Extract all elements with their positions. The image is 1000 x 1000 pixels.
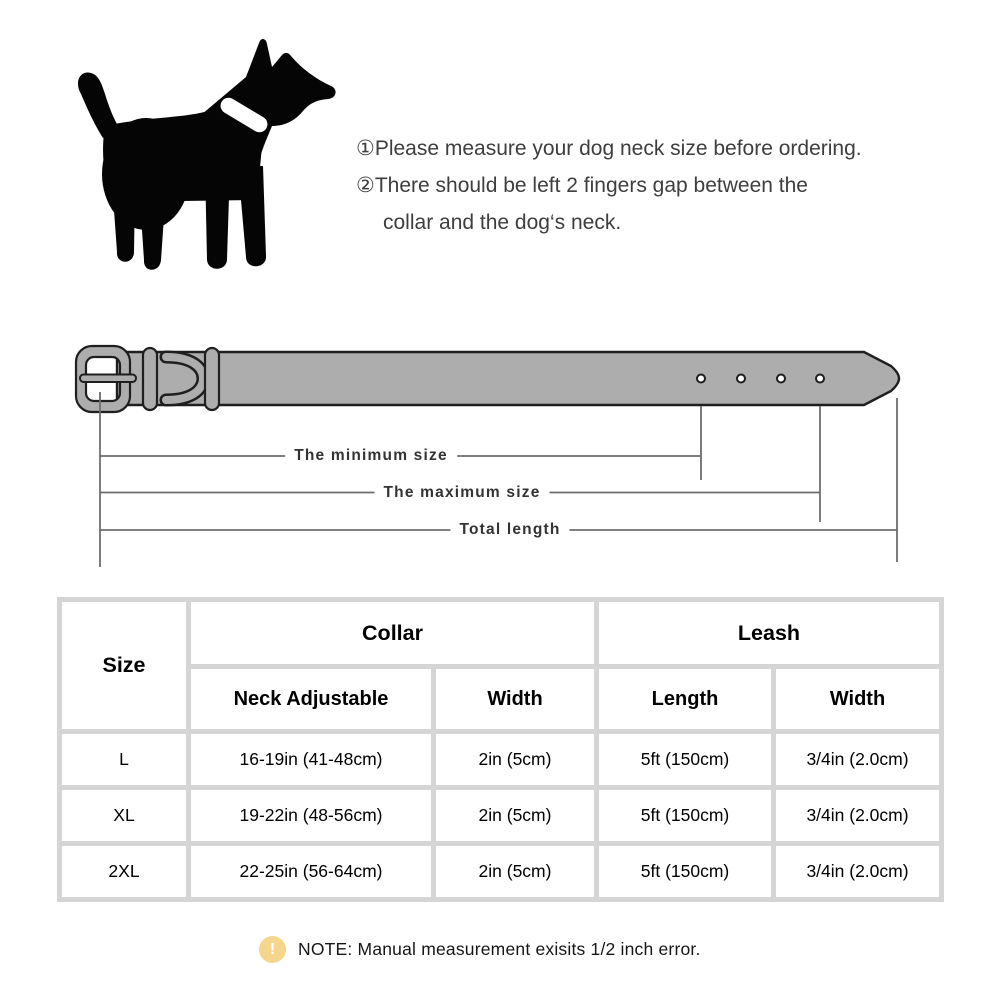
d-ring [166, 357, 203, 400]
maximum-size-label: The maximum size [374, 484, 549, 502]
circled-2-icon: ② [356, 174, 375, 197]
size-table [57, 597, 944, 902]
header-collar-width: Width [436, 669, 594, 729]
row-xl-neck: 19-22in (48-56cm) [191, 790, 431, 841]
row-2xl-leash-width: 3/4in (2.0cm) [776, 846, 939, 897]
header-leash-width: Width [776, 669, 939, 729]
row-l-length: 5ft (150cm) [599, 734, 771, 785]
row-xl-length: 5ft (150cm) [599, 790, 771, 841]
header-leash-group: Leash [599, 602, 939, 664]
keeper-loop [205, 348, 219, 410]
row-2xl-neck: 22-25in (56-64cm) [191, 846, 431, 897]
header-neck-adjustable: Neck Adjustable [191, 669, 431, 729]
measurement-lines [100, 392, 897, 567]
row-l-collar-width: 2in (5cm) [436, 734, 594, 785]
minimum-size-label: The minimum size [285, 447, 457, 465]
row-2xl-length: 5ft (150cm) [599, 846, 771, 897]
row-xl-size: XL [62, 790, 186, 841]
row-l-size: L [62, 734, 186, 785]
total-length-label: Total length [450, 521, 569, 539]
dog-collar-band [218, 95, 271, 135]
buckle-prong [80, 375, 136, 383]
instruction-line-2: ②There should be left 2 fingers gap between the [356, 174, 808, 197]
instructions-block [356, 130, 936, 241]
row-xl-collar-width: 2in (5cm) [436, 790, 594, 841]
instruction-line-3: collar and the dog‘s neck. [383, 211, 622, 234]
header-collar-group: Collar [191, 602, 594, 664]
row-l-leash-width: 3/4in (2.0cm) [776, 734, 939, 785]
buckle [76, 346, 130, 412]
row-2xl-collar-width: 2in (5cm) [436, 846, 594, 897]
circled-1-icon: ① [356, 137, 375, 160]
header-size: Size [62, 602, 186, 729]
keeper-loop [143, 348, 157, 410]
row-l-neck: 16-19in (41-48cm) [191, 734, 431, 785]
alert-icon: ! [259, 936, 286, 963]
dog-silhouette-icon [50, 28, 350, 298]
note-bar [259, 936, 701, 963]
note-text: NOTE: Manual measurement exisits 1/2 inch error. [298, 939, 701, 959]
strap-holes [697, 375, 824, 383]
row-2xl-size: 2XL [62, 846, 186, 897]
collar-strap [76, 346, 899, 412]
header-leash-length: Length [599, 669, 771, 729]
instruction-line-1: ①Please measure your dog neck size before ordering. [356, 137, 862, 160]
row-xl-leash-width: 3/4in (2.0cm) [776, 790, 939, 841]
